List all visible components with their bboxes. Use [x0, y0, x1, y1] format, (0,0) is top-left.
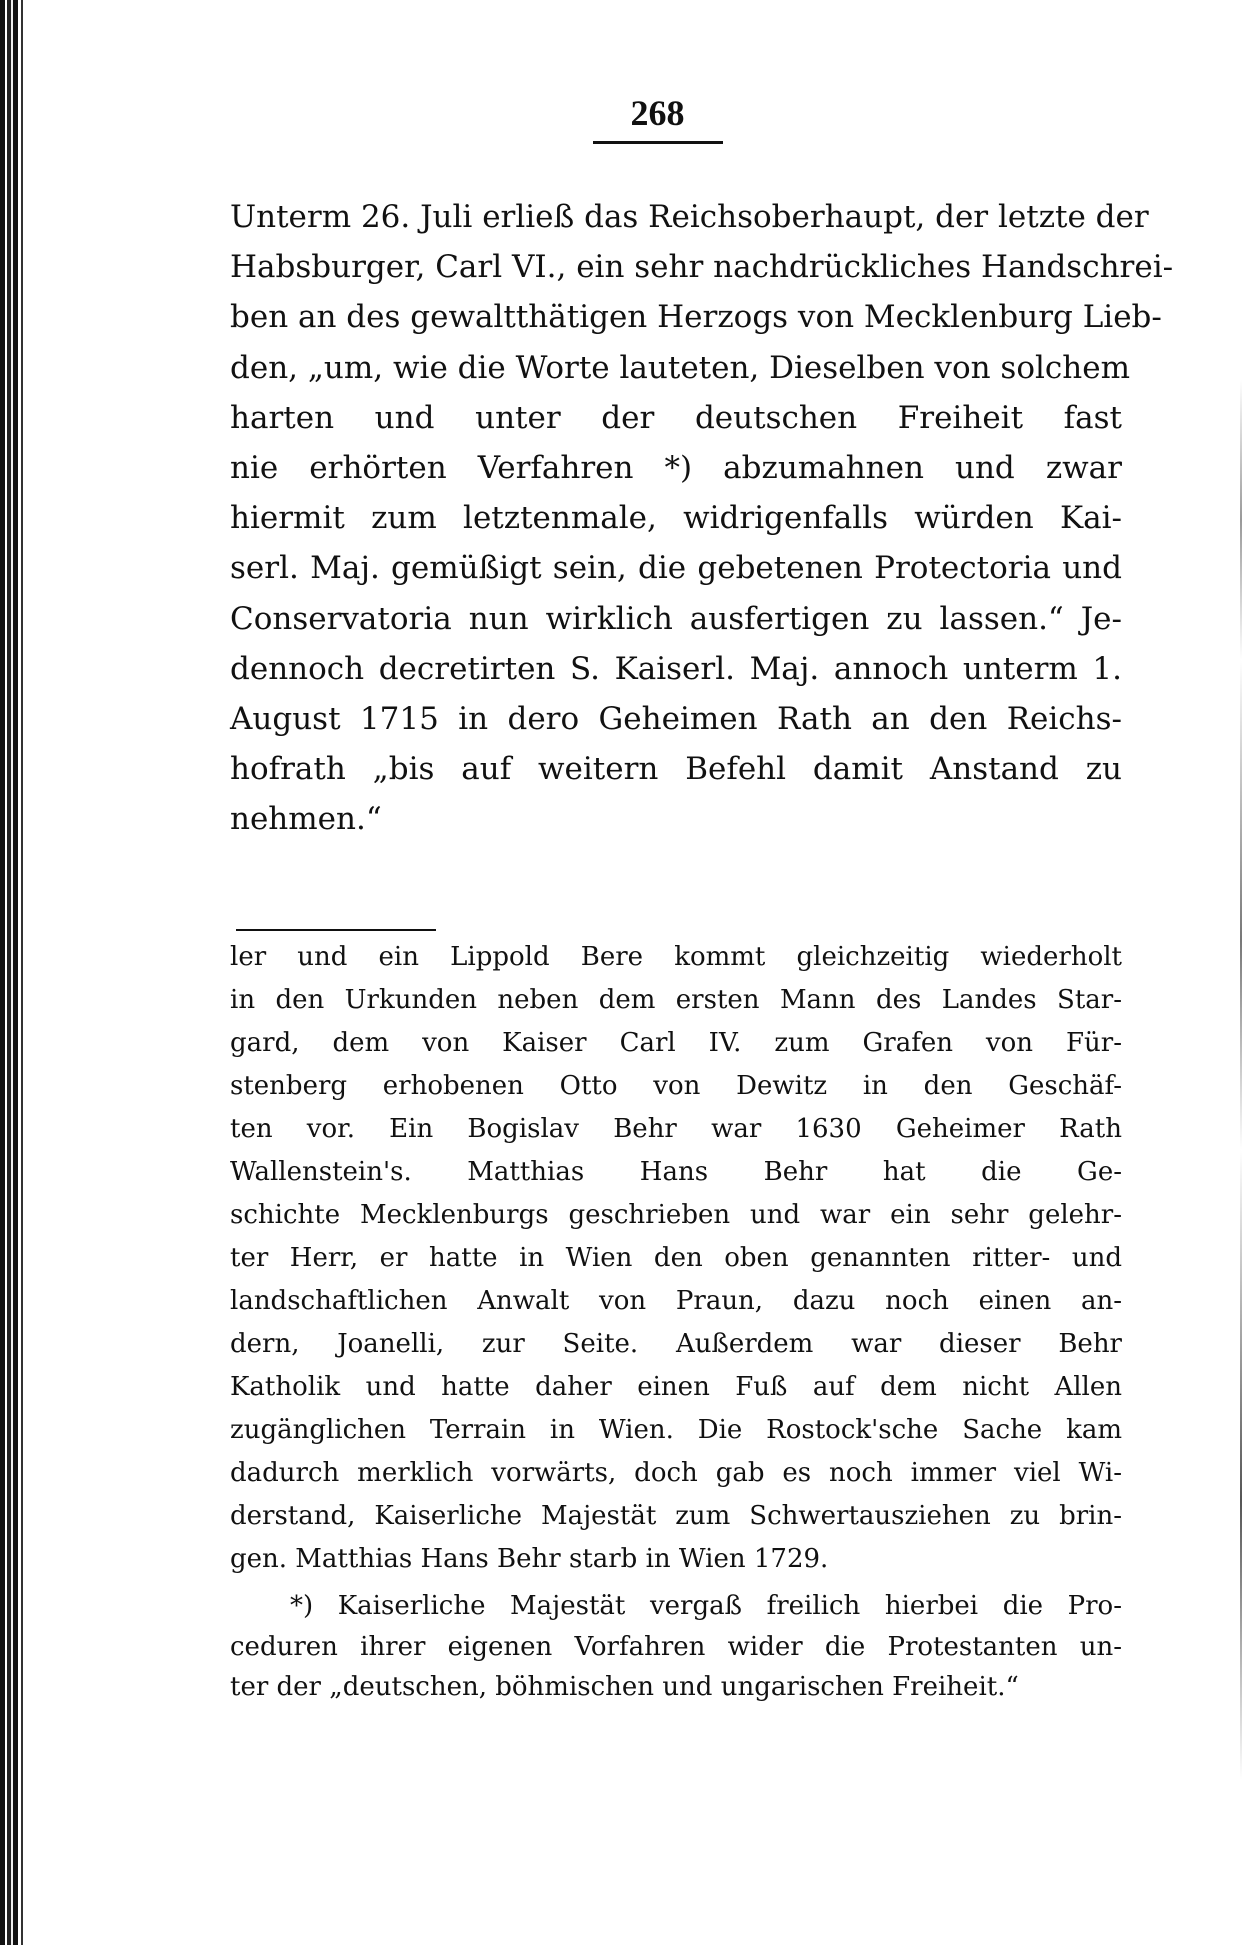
- text-line: zugänglichen Terrain in Wien. Die Rostock'sche Sache kam: [230, 1415, 1122, 1445]
- text-line: hiermit zum letztenmale, widrigenfalls würden Kai-: [230, 500, 1122, 537]
- text-line: derstand, Kaiserliche Majestät zum Schwertausziehen zu brin-: [230, 1501, 1122, 1531]
- text-line: dennoch decretirten S. Kaiserl. Maj. annoch unterm 1.: [230, 650, 1122, 687]
- text-line: hofrath „bis auf weitern Befehl damit Anstand zu: [230, 751, 1122, 788]
- text-line: schichte Mecklenburgs geschrieben und war ein sehr gelehr-: [230, 1200, 1122, 1230]
- text-line: ten vor. Ein Bogislav Behr war 1630 Geheimer Rath: [230, 1114, 1122, 1144]
- main-paragraph: [230, 192, 1174, 844]
- text-line: landschaftlichen Anwalt von Praun, dazu noch einen an-: [230, 1286, 1122, 1316]
- text-line: ben an des gewaltthätigen Herzogs von Mecklenburg Lieb-: [230, 299, 1162, 336]
- text-line: Unterm 26. Juli erließ das Reichsoberhaupt, der letzte der: [230, 199, 1149, 235]
- text-line: nie erhörten Verfahren *) abzumahnen und zwar: [230, 449, 1122, 486]
- text-line: dern, Joanelli, zur Seite. Außerdem war dieser Behr: [230, 1329, 1122, 1359]
- text-line: gen. Matthias Hans Behr starb in Wien 1729.: [230, 1544, 829, 1574]
- text-line: den, „um, wie die Worte lauteten, Dieselben von solchem: [230, 349, 1130, 386]
- text-line: harten und unter der deutschen Freiheit fast: [230, 399, 1122, 436]
- page-number-rule: [593, 141, 723, 144]
- scan-edge-right: [1240, 380, 1242, 1780]
- text-line: serl. Maj. gemüßigt sein, die gebetenen Protectoria und: [230, 550, 1122, 587]
- text-line: August 1715 in dero Geheimen Rath an den Reichs-: [230, 700, 1122, 737]
- text-line: ter Herr, er hatte in Wien den oben genannten ritter- und: [230, 1243, 1122, 1273]
- text-line: Conservatoria nun wirklich ausfertigen zu lassen.“ Je-: [230, 600, 1122, 637]
- text-line: nehmen.“: [230, 801, 382, 838]
- text-line: ler und ein Lippold Bere kommt gleichzeitig wiederholt: [230, 942, 1122, 972]
- text-line: *) Kaiserliche Majestät vergaß freilich hierbei die Pro-: [290, 1591, 1122, 1621]
- text-line: Katholik und hatte daher einen Fuß auf dem nicht Allen: [230, 1372, 1122, 1402]
- footnote-star: [230, 1586, 1122, 1708]
- footnote-continued: [230, 936, 1122, 1581]
- page-number: 268: [630, 93, 685, 133]
- text-line: Habsburger, Carl VI., ein sehr nachdrückliches Handschrei-: [230, 249, 1174, 286]
- text-line: ceduren ihrer eigenen Vorfahren wider die Protestanten un-: [230, 1631, 1122, 1662]
- text-line: gard, dem von Kaiser Carl IV. zum Grafen von Für-: [230, 1028, 1122, 1058]
- footnote-separator: [236, 929, 436, 931]
- scan-edge-left: [0, 0, 26, 1945]
- text-line: ter der „deutschen, böhmischen und ungarischen Freiheit.“: [230, 1672, 1019, 1702]
- text-line: Wallenstein's. Matthias Hans Behr hat die Ge-: [230, 1157, 1122, 1187]
- text-line: stenberg erhobenen Otto von Dewitz in den Geschäf-: [230, 1071, 1122, 1101]
- text-line: dadurch merklich vorwärts, doch gab es noch immer viel Wi-: [230, 1458, 1122, 1488]
- text-line: in den Urkunden neben dem ersten Mann des Landes Star-: [230, 985, 1122, 1015]
